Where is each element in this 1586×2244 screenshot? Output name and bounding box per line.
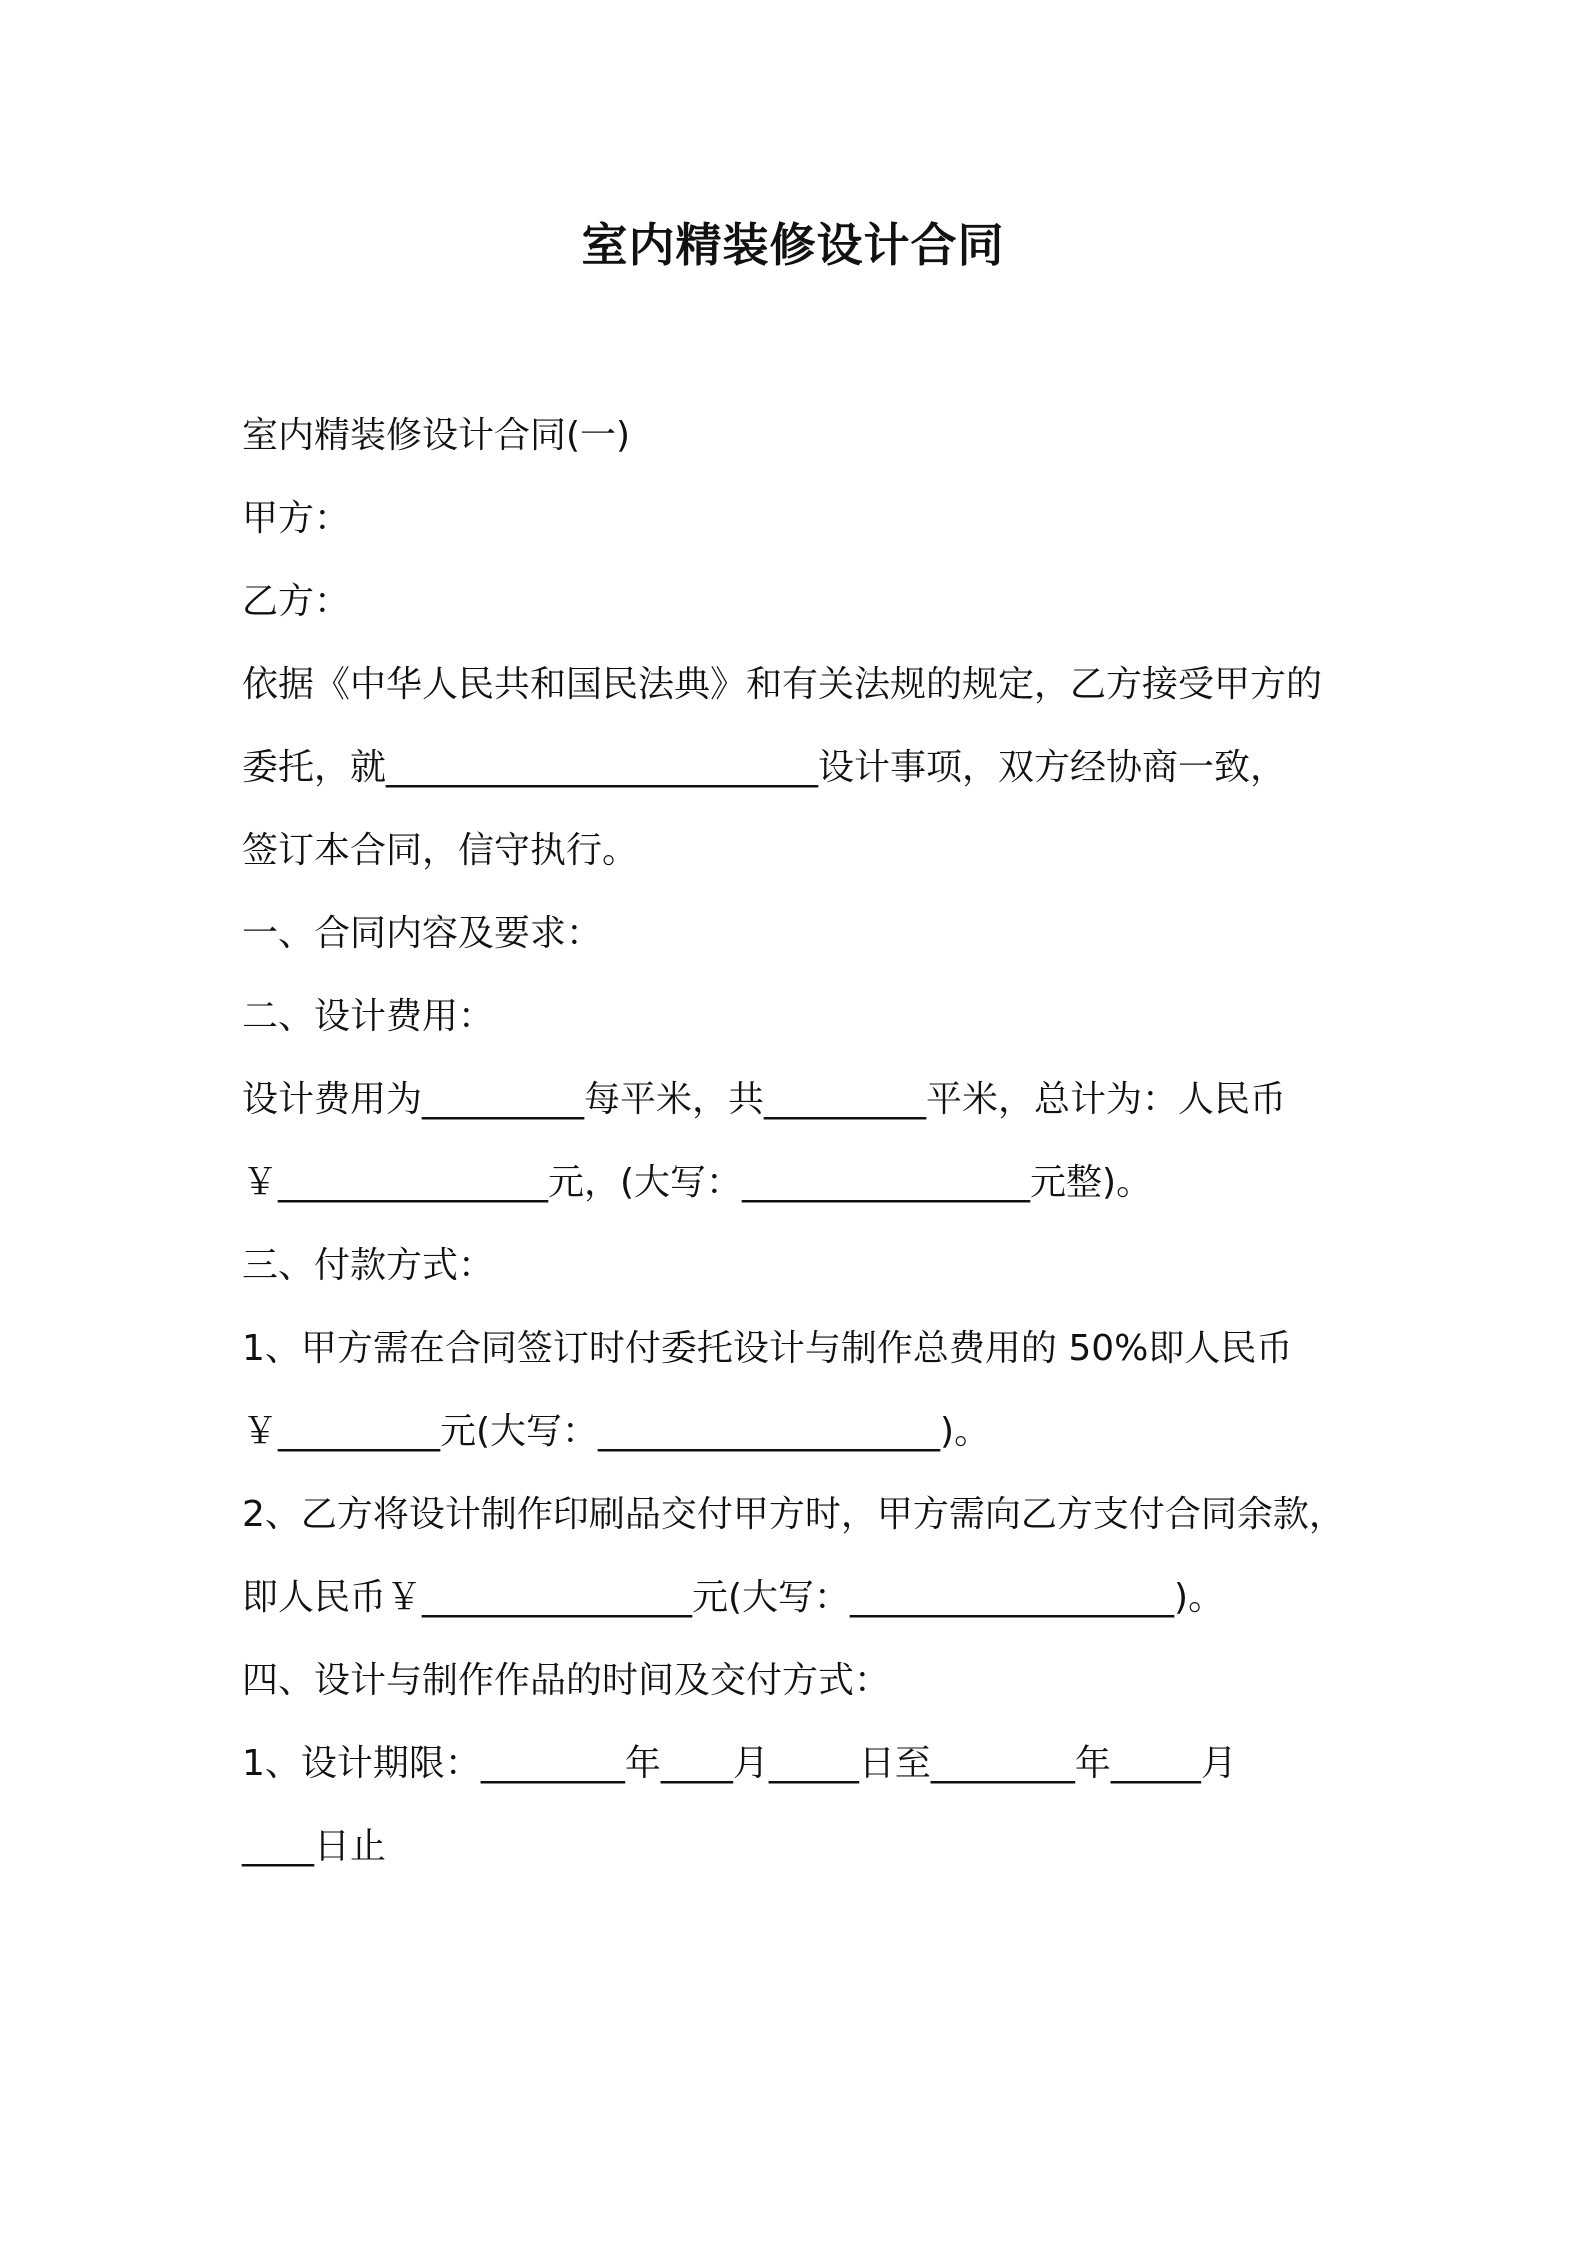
- preamble-line-1: 依据《中华人民共和国民法典》和有关法规的规定，乙方接受甲方的: [242, 664, 1323, 705]
- design-fee-line-1: 设计费用为_________每平米，共_________平米，总计为：人民币: [242, 1079, 1287, 1120]
- section-1-heading: 一、合同内容及要求：: [242, 913, 603, 954]
- preamble-line-3: 签订本合同，信守执行。: [242, 830, 639, 871]
- party-b: 乙方：: [242, 581, 351, 622]
- section-3-heading: 三、付款方式：: [242, 1245, 495, 1286]
- section-2-heading: 二、设计费用：: [242, 996, 495, 1037]
- payment-1-line-2: ￥_________元(大写：___________________)。: [242, 1411, 991, 1452]
- design-period-line-1: 1、设计期限：________年____月_____日至________年_____月: [242, 1743, 1237, 1784]
- payment-2-line-1: 2、乙方将设计制作印刷品交付甲方时，甲方需向乙方支付合同余款，: [242, 1494, 1345, 1535]
- document-title: 室内精装修设计合同: [581, 218, 1005, 272]
- section-4-heading: 四、设计与制作作品的时间及交付方式：: [242, 1660, 891, 1701]
- preamble-line-2: 委托，就________________________设计事项，双方经协商一致，: [242, 747, 1287, 788]
- payment-2-line-2: 即人民币￥_______________元(大写：__________________)。: [242, 1577, 1225, 1618]
- subtitle: 室内精装修设计合同(一): [242, 415, 631, 456]
- design-fee-line-2: ￥_______________元，(大写：________________元整)。: [242, 1162, 1153, 1203]
- design-period-line-2: ____日止: [242, 1826, 387, 1867]
- party-a: 甲方：: [242, 498, 351, 539]
- payment-1-line-1: 1、甲方需在合同签订时付委托设计与制作总费用的 50%即人民币: [242, 1328, 1293, 1369]
